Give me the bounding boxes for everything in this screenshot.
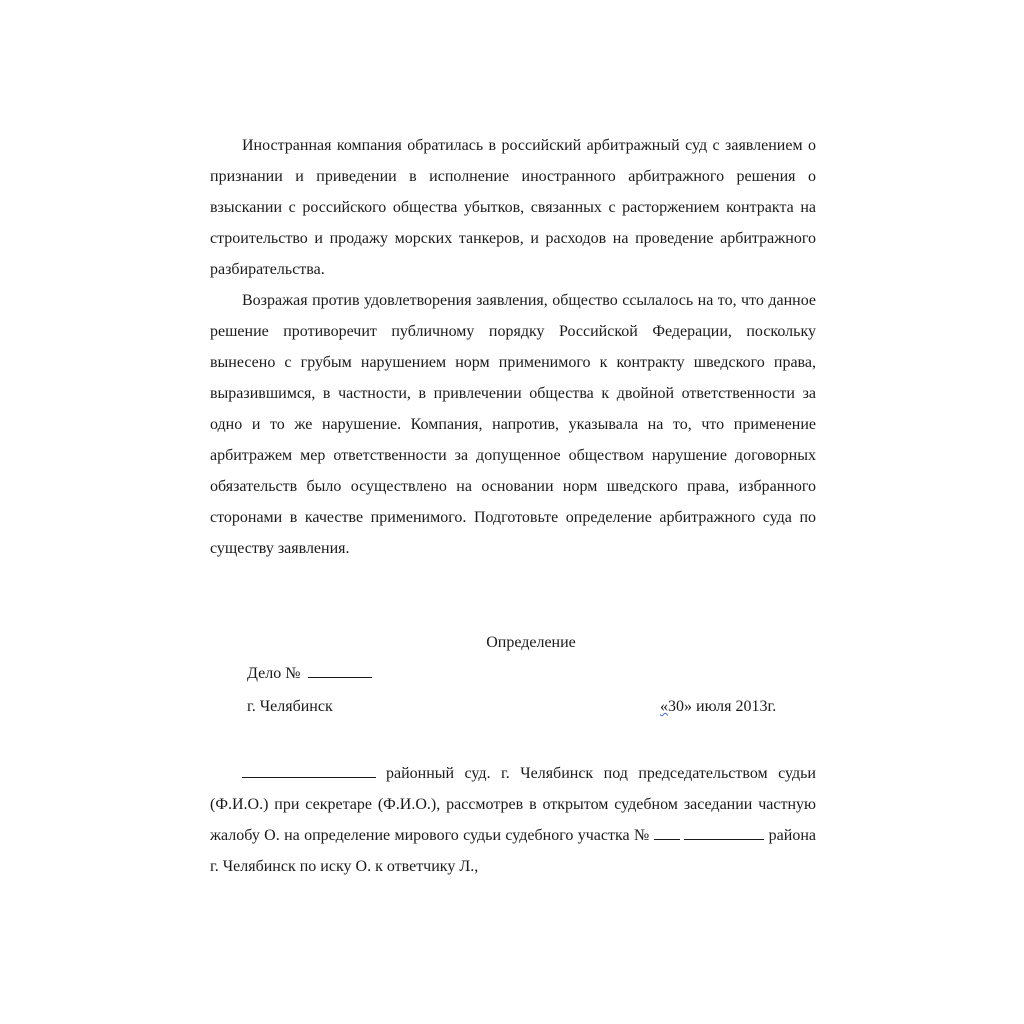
task-paragraph-2: Возражая против удовлетворения заявления, общество ссылалось на то, что данное решение противоречит публичному порядку Российской Федерации, поскольку вынесено с грубым нарушением норм применимого к контракту шведского права, выразившимся, в частности, в привлечении общества к двойной ответственности за одно и то же нарушение. Компания, напротив, указывала на то, что применение арбитражем мер ответственности за допущенное обществом нарушение договорных обязательств было осуществлено на основании норм шведского права, избранного сторонами в качестве применимого. Подготовьте определение арбитражного суда по существу заявления. [210,292,816,557]
determination-body [210,758,816,882]
case-number-blank [308,665,372,678]
case-number [247,665,372,683]
case-label: Дело № [247,665,301,682]
body-suffix: района г. Челябинск по иску О. к ответчику Л., [210,827,816,875]
plot-label: участка № [577,827,650,844]
body-paragraph [210,758,816,882]
city: г. Челябинск [247,698,333,715]
body-text: районный суд. г. Челябинск под председательством судьи (Ф.И.О.) при секретаре (Ф.И.О.), рассмотрев в открытом судебном заседании частную жалобу О. на определение мирового судьи судебного [210,765,816,844]
date [660,698,776,716]
district-blank [684,827,764,840]
date-text: 30» июля 2013г. [668,698,777,715]
document-title: Определение [486,634,576,651]
plot-number-blank [654,827,680,840]
court-name-blank [242,765,376,778]
task-paragraph-1: Иностранная компания обратилась в российский арбитражный суд с заявлением о признании и приведении в исполнение иностранного арбитражного решения о взыскании с российского общества убытков, связанных с расторжением контракта на строительство и продажу морских танкеров, и расходов на проведение арбитражного разбирательства. [210,137,816,278]
date-open-quote: « [660,698,668,715]
task-text [210,130,816,564]
